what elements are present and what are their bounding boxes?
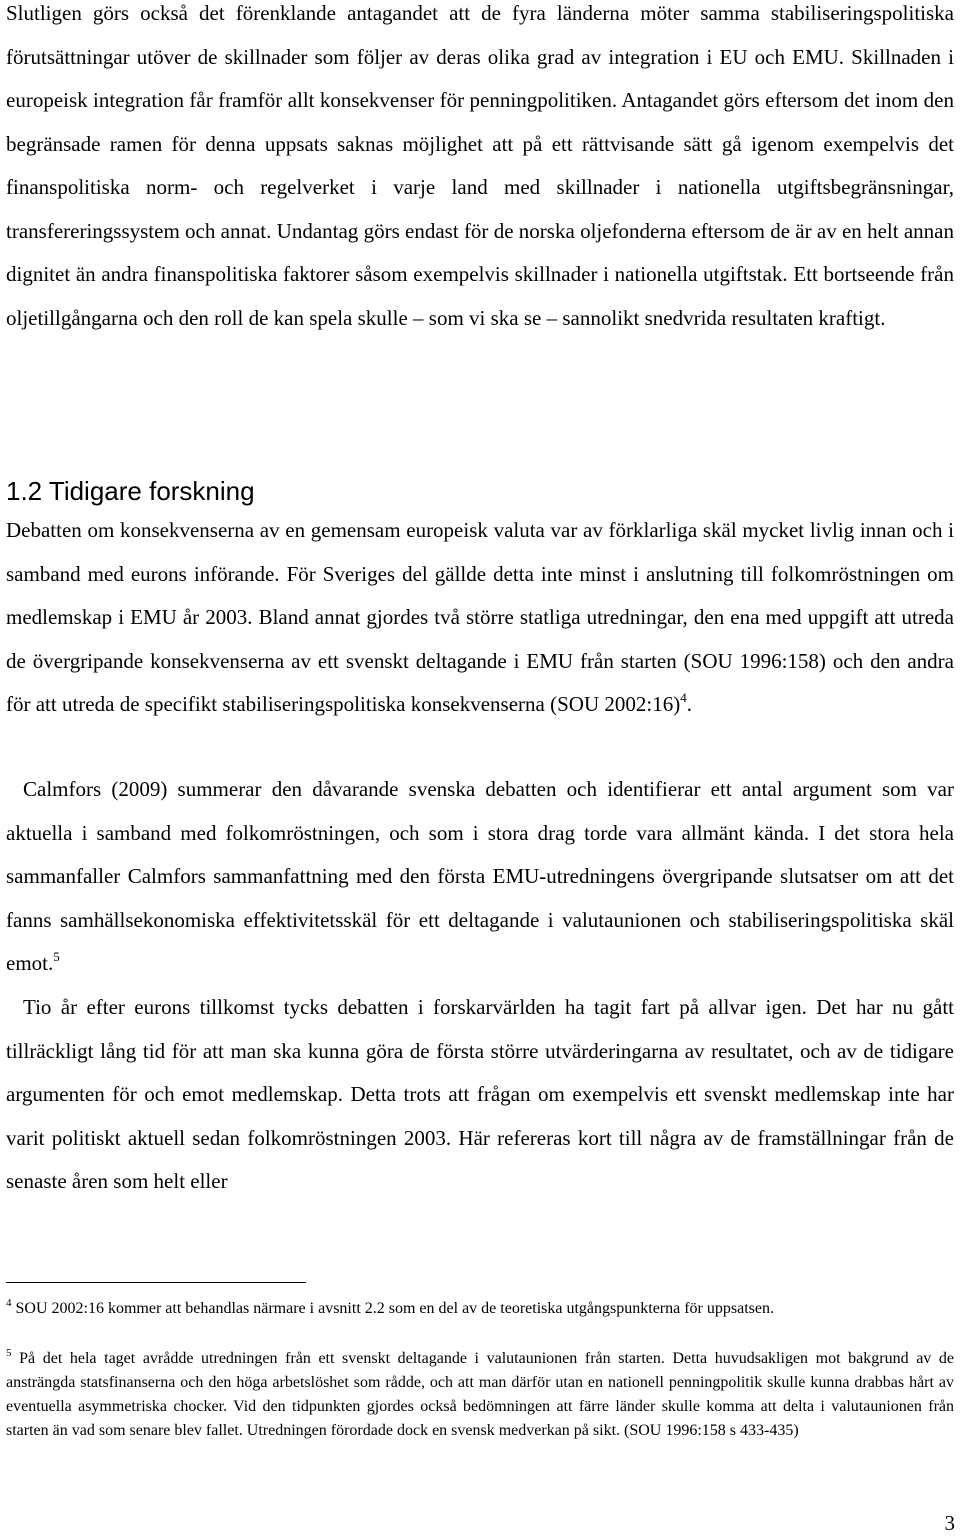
footnote-reference-5[interactable]: 5 [53, 949, 60, 964]
paragraph-text: Tio år efter eurons tillkomst tycks debatten i forskarvärlden ha tagit fart på allvar igen. Det har nu gått tillräckligt lång tid för att man ska kunna göra de första större utvärderingarna av resultatet, och av de tidigare argumenten för och emot medlemskap. Detta trots att frågan om exempelvis ett svenskt medlemskap inte har varit politiskt aktuell sedan folkomröstningen 2003. Här refereras kort till några av de framställningar från de senaste åren som helt eller [6, 995, 954, 1193]
paragraph-calmfors [6, 768, 954, 986]
paragraph-ten-years [6, 986, 954, 1204]
paragraph-text: Debatten om konsekvenserna av en gemensam europeisk valuta var av förklarliga skäl mycket livlig innan och i samband med eurons införande. För Sveriges del gällde detta inte minst i anslutning till folkomröstningen om medlemskap i EMU år 2003. Bland annat gjordes två större statliga utredningar, den ena med uppgift att utreda de övergripande konsekvenserna av ett svenskt deltagande i EMU från starten (SOU 1996:158) och den andra för att utreda de specifikt stabiliseringspolitiska konsekvenserna (SOU 2002:16) [6, 518, 954, 716]
paragraph-text: Calmfors (2009) summerar den dåvarande svenska debatten och identifierar ett antal argument som var aktuella i samband med folkomröstningen, och som i stora drag torde vara allmänt kända. I det stora hela sammanfaller Calmfors sammanfattning med den första EMU-utredningens övergripande slutsatser om att det fanns samhällsekonomiska effektivitetsskäl för ett deltagande i valutaunionen och stabiliseringspolitiska skäl emot. [6, 777, 954, 975]
footnote-text: SOU 2002:16 kommer att behandlas närmare i avsnitt 2.2 som en del av de teoretiska utgångspunkterna för uppsatsen. [15, 1300, 774, 1317]
paragraph-end: . [686, 692, 692, 716]
footnote-number: 4 [6, 1297, 12, 1309]
footnote-separator [6, 1282, 306, 1283]
paragraph-debate [6, 509, 954, 727]
footnote-reference-4[interactable]: 4 [680, 690, 687, 705]
footnote-number: 5 [6, 1347, 12, 1359]
page-number: 3 [944, 1511, 955, 1535]
footnote-5 [6, 1347, 954, 1443]
section-heading: 1.2 Tidigare forskning [6, 476, 255, 506]
paragraph-assumptions [6, 0, 954, 340]
paragraph-text: Slutligen görs också det förenklande antagandet att de fyra länderna möter samma stabiliseringspolitiska förutsättningar utöver de skillnader som följer av deras olika grad av integration i EU och EMU. Skillnaden i europeisk integration får framför allt konsekvenser för penningpolitiken. Antagandet görs eftersom det inom den begränsade ramen för denna uppsats saknas möjlighet att på ett rättvisande sätt gå igenom exempelvis det finanspolitiska norm- och regelverket i varje land med skillnader i nationella utgiftsbegränsningar, transfereringssystem och annat. Undantag görs endast för de norska oljefonderna eftersom de är av en helt annan dignitet än andra finanspolitiska faktorer såsom exempelvis skillnader i nationella utgiftstak. Ett bortseende från oljetillgångarna och den roll de kan spela skulle – som vi ska se – sannolikt snedvrida resultaten kraftigt. [6, 1, 954, 330]
footnote-4 [6, 1297, 954, 1321]
footnote-text: På det hela taget avrådde utredningen från ett svenskt deltagande i valutaunionen från starten. Detta huvudsakligen mot bakgrund av de ansträngda statsfinanserna och den höga arbetslöshet som rådde, och att man därför utan en nationell penningpolitik skulle kunna drabbas hårt av eventuella asymmetriska chocker. Vid den tidpunkten gjordes också bedömningen att färre länder skulle komma att delta i valutaunionen från starten än vad som senare blev fallet. Utredningen förordade dock en svensk medverkan på sikt. (SOU 1996:158 s 433-435) [6, 1350, 955, 1439]
